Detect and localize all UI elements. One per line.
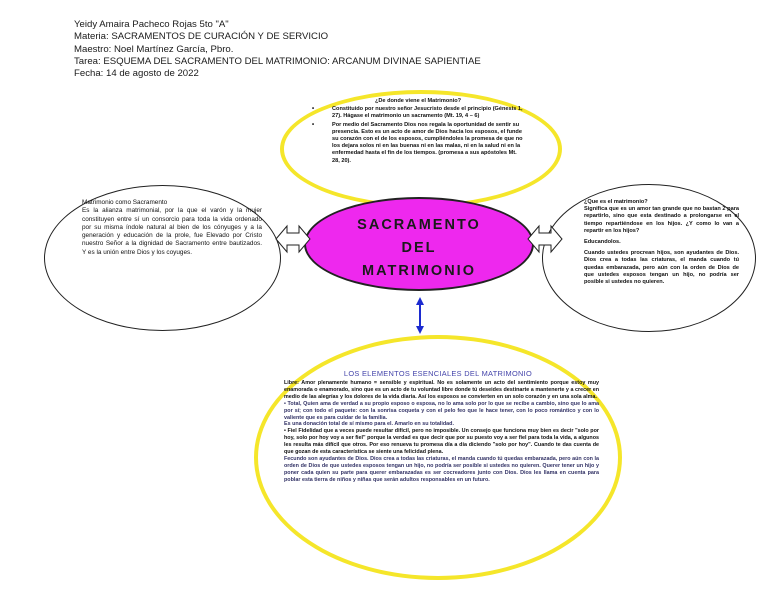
student-name-line: Yeidy Amaira Pacheco Rojas 5to "A" (74, 19, 229, 30)
origin-bullet-2 (312, 122, 524, 165)
date-line: Fecha: 14 de agosto de 2022 (74, 68, 199, 80)
origin-bullet-2-text: Por medio del Sacramento Dios nos regala la oportunidad de sentir su presencia. Esto es un acto de amor de Dios hacia los esposos, el funde su corazón con el de los esposos, cumpliéndoles la promesa de que no los dejara solos ni en las buenas ni en las malas, ni en la salud ni en la enfermedad hasta el fin de los tiempos. (promesa a sus apóstoles Mt. 28, 20). (332, 121, 523, 164)
definition-heading: Matrimonio como Sacramento (82, 199, 168, 206)
central-title-line2: DEL (401, 240, 437, 256)
elements-free: Libre: Amor plenamente humano = sensible y espiritual. No es solamente un acto del sentimiento porque estoy muy enamorada o enamorado, sino que es un acto de tu voluntad libre donde tú deseides destinarte a mantenerte y a crecer en medio de las alegrías y los dolores de la vida diaria. Así los esposos se convierten en un solo corazón y en una sola alma. (284, 380, 599, 400)
definition-body: Es la alianza matrimonial, por la que el varón y la mujer constituyen entre sí un consorcio para toda la vida ordenado por su misma índole natural al bien de los cónyuges y a la generación y educación de la prole, fue Elevado por Cristo nuestro Señor a la dignidad de Sacramento entre bautizados. Y es la unión entre Dios y los coyuges. (82, 207, 262, 256)
task-line: Tarea: ESQUEMA DEL SACRAMENTO DEL MATRIMONIO: ARCANUM DIVINAE SAPIENTIAE (74, 55, 481, 67)
elements-text (284, 369, 599, 484)
elements-faithful: • Fiel Fidelidad que a veces puede resultar difícil, pero no imposible. Un consejo que funciona muy bien es decir "solo por hoy, solo por hoy voy a ser fiel" porque la verdad es que decir que por su puesto voy a ser fiel para toda la vida, a algunos les resulta más difícil que otros. Por eso renueva tu promesa día a día diciendo "solo por hoy". Cuando te das cuenta de que gozan de esta característica se siente una felicidad plena. (284, 428, 599, 456)
origin-bullet-1-text: Constituido por nuestro señor Jesucristo desde el principio (Génesis 1, 27). Hágase el matrimonio un sacramento (Mt. 19, 4 – 6) (332, 106, 523, 120)
down-arrow-head-top (416, 297, 424, 305)
origin-question: ¿De donde viene el Matrimonio? (374, 98, 462, 104)
elements-fruitful: Fecundo son ayudantes de Dios. Dios crea a todas las criaturas, el manda cuando tú quedas embarazada, pero aún con la orden de Dios de que ustedes esposos tengan un hijo, no podría ser posible si ustedes no quieren. Querer tener un hijo y poner cada quien su parte para querer embarazadas es ser cocreadores junto con Dios. Dios les llama en cuenta para poblar esta tierra de niños y niñas que serán adultos responsables en un futuro. (284, 455, 599, 483)
bullet-icon: • (312, 106, 315, 113)
origin-text (312, 98, 524, 165)
central-title-line1: SACRAMENTO (357, 217, 481, 233)
central-title-line3: MATRIMONIO (362, 263, 476, 279)
meaning-heading2: Educandolos. (584, 239, 621, 246)
elements-total-summary: Es una donación total de sí mismo para el. Amarlo en su totalidad. (284, 421, 454, 428)
elements-title: LOS ELEMENTOS ESENCIALES DEL MATRIMONIO (343, 369, 533, 378)
meaning-text (584, 199, 739, 286)
central-title (304, 214, 534, 283)
teacher-line: Maestro: Noel Martínez García, Pbro. (74, 43, 234, 55)
down-arrow-head-bottom (416, 326, 424, 334)
meaning-body2: Cuando ustedes procrean hijos, son ayudantes de Dios. Dios crea a todas las criaturas, el manda cuando tú quedas embarazada, pero aún con la orden de Dios de que ustedes esposos tengan un hijo, no podría ser posible si ustedes no quieren. (584, 250, 739, 286)
subject-line: Materia: SACRAMENTOS DE CURACIÓN Y DE SERVICIO (74, 31, 329, 43)
definition-text (82, 199, 262, 257)
meaning-question: ¿Que es el matrimonio? (584, 199, 648, 205)
bullet-icon: • (312, 121, 315, 128)
elements-total: • Total, Quien ama de verdad a su propio esposo o esposa, no lo ama solo por lo que se recibe a cambio, sino que lo ama por sí; con todo el paquete: con la sonrisa coqueta y con el pelo feo que le hace tener, con lo poco romántico y con lo valiente que es para cuidar de la familia. (284, 400, 599, 421)
origin-bullet-1 (312, 106, 524, 120)
meaning-answer: Significa que es un amor tan grande que no bastan 2 para repartirlo, sino que esta destinado a prolongarse en el tiempo repartiéndose en los hijos. ¿Y como lo van a repartir en los hijos? (584, 206, 739, 234)
